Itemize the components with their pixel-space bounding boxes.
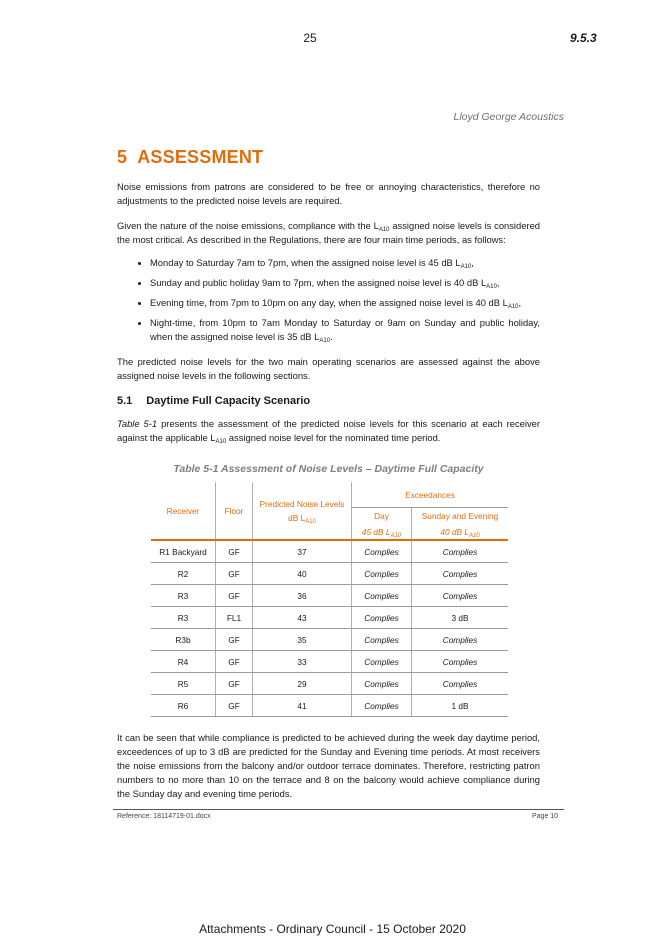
paragraph-scenarios: The predicted noise levels for the two main operating scenarios are assessed against the above assigned noise levels in the following sections.: [117, 356, 540, 381]
cell-receiver: R2: [151, 563, 216, 585]
document-body: [117, 147, 541, 812]
page-number: 25: [303, 31, 317, 45]
table-row: [151, 607, 508, 629]
list-item: [150, 316, 540, 344]
cell-sunday-evening: Complies: [412, 651, 509, 673]
cell-level: 40: [253, 563, 352, 585]
column-header-day: [352, 508, 412, 541]
cell-sunday-evening: 3 dB: [412, 607, 509, 629]
cell-receiver: R1 Backyard: [151, 540, 216, 563]
section-heading: [117, 147, 540, 167]
column-header-receiver: Receiver: [151, 482, 216, 540]
subscript: A10: [460, 264, 472, 270]
list-item-text: Night-time, from 10pm to 7am Monday to Saturday or 9am on Sunday and public holiday, when the assigned noise level is 35 dB L: [150, 317, 540, 342]
table-cross-reference[interactable]: Table 5-1: [117, 418, 158, 429]
subscript: A10: [319, 338, 331, 344]
list-item-text: Sunday and public holiday 9am to 7pm, when the assigned noise level is 40 dB L: [150, 277, 487, 288]
header-label: Sunday and Evening: [421, 510, 499, 521]
cell-floor: GF: [216, 629, 253, 651]
subscript: A10: [215, 439, 227, 445]
paragraph-text: assigned noise levels is considered the most critical. As described in the Regulations, there are four main time periods, as follows:: [117, 220, 540, 245]
cell-day: Complies: [352, 540, 412, 563]
cell-receiver: R6: [151, 695, 216, 717]
cell-day: Complies: [352, 585, 412, 607]
punctuation: ,: [496, 277, 500, 288]
subscript: A10: [305, 518, 316, 525]
table-row: [151, 585, 508, 607]
cell-level: 35: [253, 629, 352, 651]
subscript: A10: [378, 227, 390, 233]
cell-receiver: R3b: [151, 629, 216, 651]
cell-floor: GF: [216, 651, 253, 673]
header-unit: dB L: [288, 512, 306, 523]
paragraph-table-intro: [117, 417, 540, 445]
header-level-text: 40 dB L: [440, 526, 469, 537]
column-header-predicted: [253, 482, 352, 540]
cell-receiver: R3: [151, 585, 216, 607]
punctuation: ,: [518, 297, 522, 308]
cell-sunday-evening: 1 dB: [412, 695, 509, 717]
table-row: [151, 651, 508, 673]
header-level: [412, 525, 508, 539]
subsection-number: 5.1: [117, 395, 133, 407]
cell-day: Complies: [352, 563, 412, 585]
company-name: Lloyd George Acoustics: [453, 111, 564, 123]
cell-floor: GF: [216, 540, 253, 563]
punctuation: ,: [471, 257, 474, 268]
header-label: Day: [374, 510, 389, 521]
column-header-sunday-evening: [412, 508, 509, 541]
cell-receiver: R4: [151, 651, 216, 673]
table-row: [151, 629, 508, 651]
assessment-table-block: [117, 462, 540, 717]
cell-level: 29: [253, 673, 352, 695]
subsection-heading: [117, 394, 540, 408]
cell-floor: GF: [216, 673, 253, 695]
subscript: A10: [468, 532, 480, 539]
paragraph-periods: [117, 219, 540, 247]
cell-level: 33: [253, 651, 352, 673]
cell-sunday-evening: Complies: [412, 673, 509, 695]
paragraph-text: assigned noise level for the nominated time period.: [226, 432, 441, 443]
cell-day: Complies: [352, 651, 412, 673]
column-header-exceedances: Exceedances: [352, 482, 509, 508]
cell-floor: GF: [216, 563, 253, 585]
section-title: ASSESSMENT: [137, 147, 264, 167]
subscript: A10: [507, 304, 519, 310]
footer-divider: [113, 809, 564, 810]
subsection-title: Daytime Full Capacity Scenario: [146, 395, 311, 407]
assessment-table: [151, 482, 508, 717]
header-level: [352, 525, 411, 539]
paragraph-conclusion: It can be seen that while compliance is predicted to be achieved during the week day daytime period, exceedences of up to 3 dB are predicted for the Sunday and Evening time periods. At most receivers the noise emissions from the balcony and/or outdoor terrace dominates. Therefore, restricting patron numbers to no more than 10 on the terrace and 8 on the balcony would achieve compliance during the Sunday day and evening time periods.: [117, 732, 540, 799]
item-reference: 9.5.3: [570, 31, 597, 45]
header-level-text: 45 dB L: [361, 526, 391, 537]
cell-level: 41: [253, 695, 352, 717]
cell-receiver: R5: [151, 673, 216, 695]
cell-floor: FL1: [216, 607, 253, 629]
cell-day: Complies: [352, 673, 412, 695]
punctuation: .: [330, 331, 333, 342]
attachment-footer: Attachments - Ordinary Council - 15 October 2020: [199, 922, 466, 936]
paragraph-text: Given the nature of the noise emissions, compliance with the L: [117, 220, 379, 231]
table-row: [151, 540, 508, 563]
table-row: [151, 695, 508, 717]
section-number: 5: [117, 147, 128, 167]
cell-level: 36: [253, 585, 352, 607]
paragraph-intro: Noise emissions from patrons are considered to be free or annoying characteristics, therefore no adjustments to the predicted noise levels are required.: [117, 181, 540, 206]
list-item: [150, 276, 540, 290]
time-period-list: [117, 256, 540, 344]
cell-level: 37: [253, 540, 352, 563]
paragraph-text: presents the assessment of the predicted noise levels for this scenario at each receiver against the applicable L: [117, 418, 541, 443]
table-row: [151, 563, 508, 585]
cell-sunday-evening: Complies: [412, 540, 509, 563]
cell-receiver: R3: [151, 607, 216, 629]
footer-reference: Reference: 18114719-01.docx: [117, 813, 211, 820]
cell-day: Complies: [352, 629, 412, 651]
list-item: [150, 296, 540, 310]
cell-level: 43: [253, 607, 352, 629]
cell-floor: GF: [216, 695, 253, 717]
cell-sunday-evening: Complies: [412, 629, 509, 651]
table-row: [151, 673, 508, 695]
footer-page-number: Page 10: [532, 813, 559, 820]
header-label: Predicted Noise Levels: [259, 498, 345, 509]
cell-sunday-evening: Complies: [412, 563, 509, 585]
subscript: A10: [390, 532, 402, 539]
column-header-floor: Floor: [216, 482, 253, 540]
cell-floor: GF: [216, 585, 253, 607]
cell-day: Complies: [352, 695, 412, 717]
list-item-text: Evening time, from 7pm to 10pm on any day, when the assigned noise level is 40 dB L: [150, 297, 508, 308]
list-item-text: Monday to Saturday 7am to 7pm, when the assigned noise level is 45 dB L: [150, 257, 461, 268]
table-caption: Table 5-1 Assessment of Noise Levels – Daytime Full Capacity: [173, 463, 484, 475]
cell-day: Complies: [352, 607, 412, 629]
cell-sunday-evening: Complies: [412, 585, 509, 607]
list-item: [150, 256, 540, 270]
subscript: A10: [486, 284, 497, 290]
